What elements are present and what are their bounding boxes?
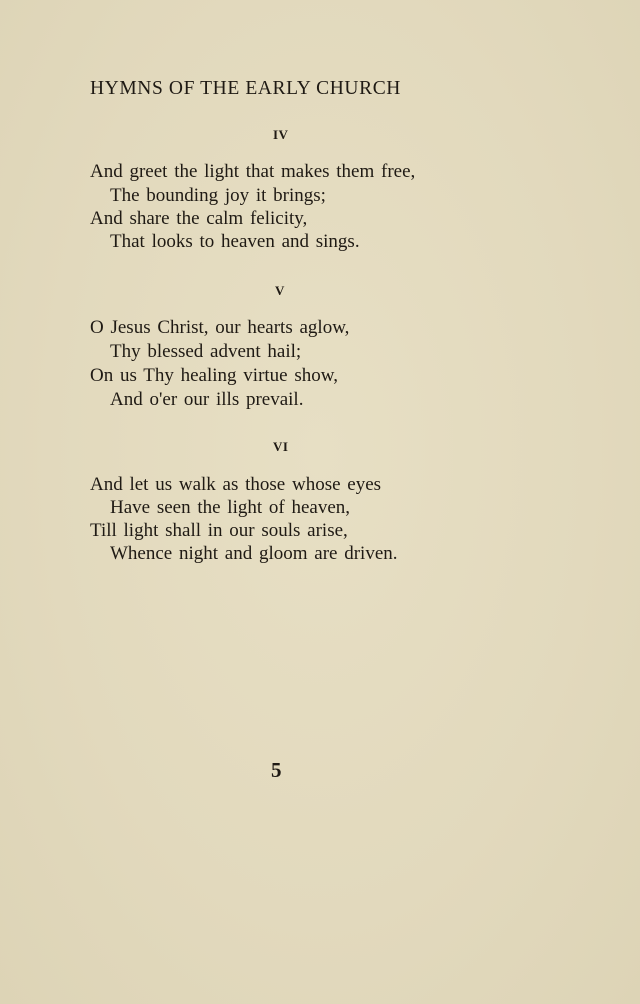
stanza-v-line-4: And o'er our ills prevail. — [110, 389, 304, 410]
stanza-vi-line-2: Have seen the light of heaven, — [110, 497, 351, 518]
stanza-v-line-2: Thy blessed advent hail; — [110, 341, 302, 362]
running-head: HYMNS OF THE EARLY CHURCH — [90, 78, 401, 99]
stanza-iv-line-1: And greet the light that makes them free, — [90, 161, 416, 182]
stanza-number-v: V — [275, 283, 285, 298]
stanza-vi-line-1: And let us walk as those whose eyes — [90, 474, 382, 495]
page-number: 5 — [271, 758, 282, 782]
stanza-number-iv: IV — [273, 127, 289, 142]
stanza-iv-line-4: That looks to heaven and sings. — [110, 231, 360, 252]
stanza-iv-line-2: The bounding joy it brings; — [110, 185, 326, 206]
stanza-v-line-1: O Jesus Christ, our hearts aglow, — [90, 317, 350, 338]
stanza-vi-line-4: Whence night and gloom are driven. — [110, 543, 398, 564]
stanza-iv-line-3: And share the calm felicity, — [90, 208, 308, 229]
stanza-number-vi: VI — [273, 439, 289, 454]
stanza-vi-line-3: Till light shall in our souls arise, — [90, 520, 348, 541]
stanza-v-line-3: On us Thy healing virtue show, — [90, 365, 339, 386]
